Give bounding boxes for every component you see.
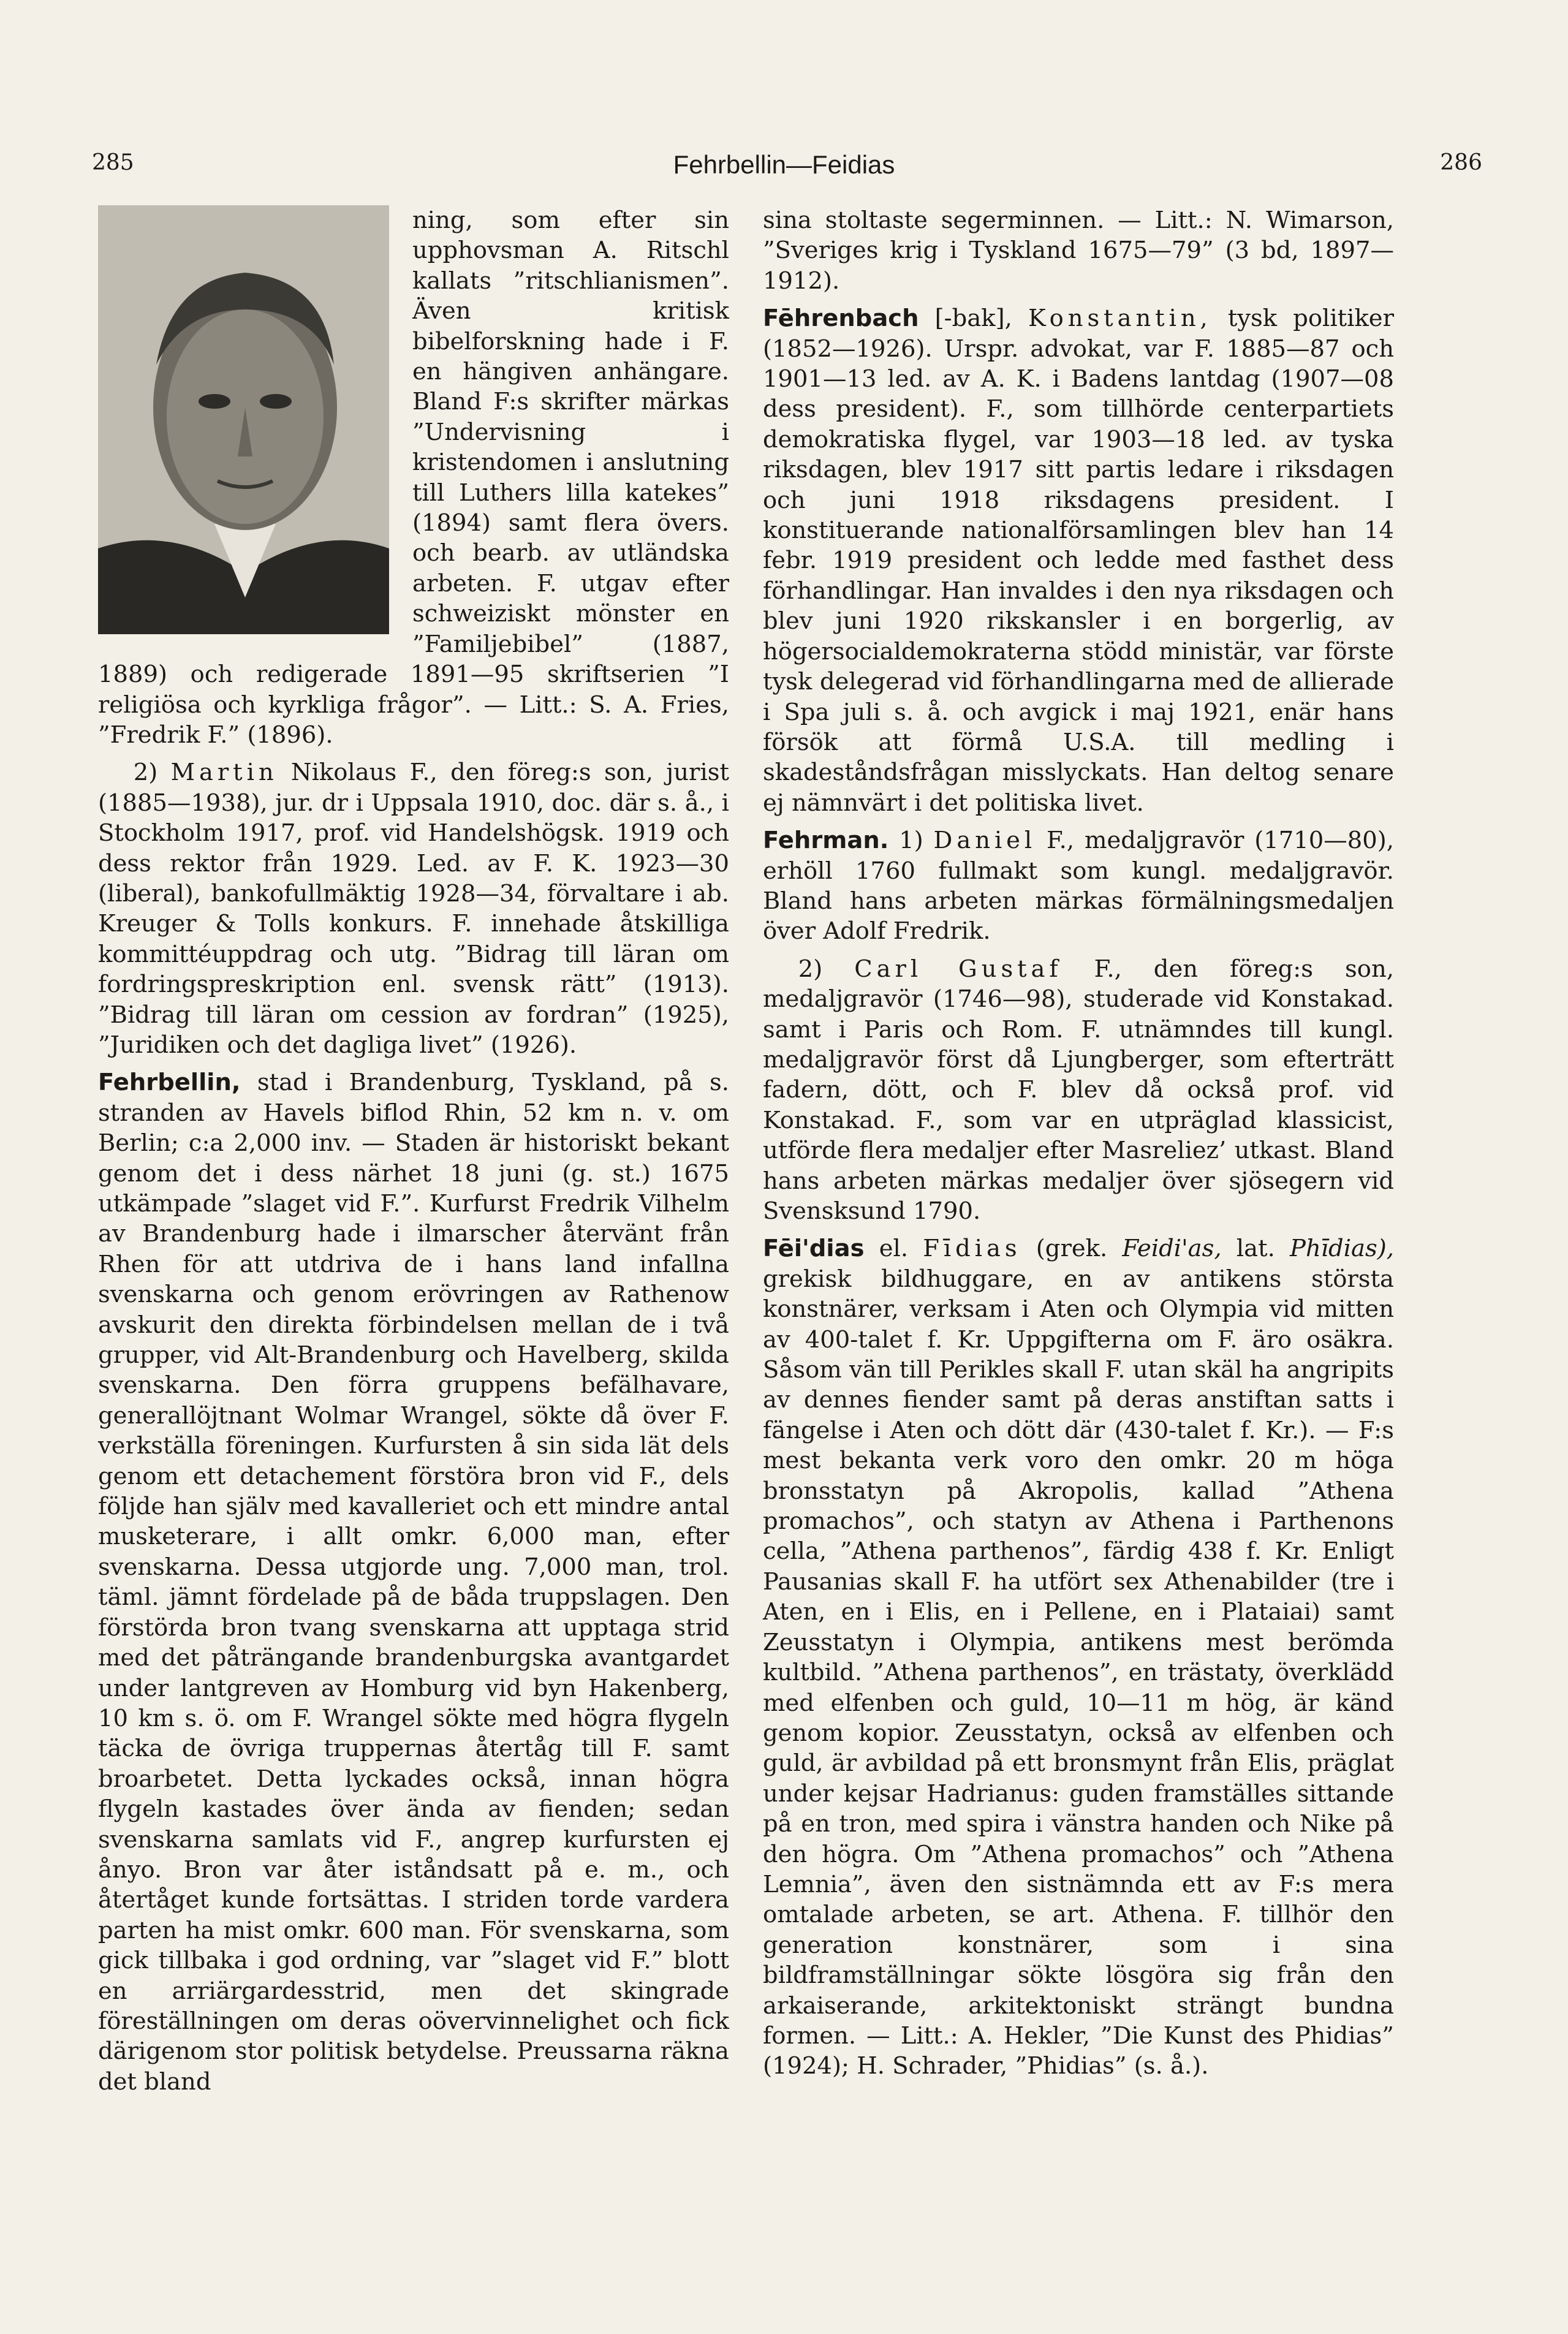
carl-text: F., den föreg:s son, medaljgravör (1746—98), studerade vid Konstakad. samt i Paris och Rom. F. utnämndes till kungl. medaljgravör först då Ljungberger, som efterträtt fadern, dött, och F. blev då också prof. vid Konstakad. F., som var en utpräglad klassicist, utförde flera medaljer efter Masreliez’ utkast. Bland hans arbeten märkas medaljer över sjösegern vid Svensksund 1790. <box>763 955 1394 1225</box>
feidias-el: el. <box>879 1235 909 1263</box>
fehrman-daniel-text: F., medaljgravör (1710—80), erhöll 1760 fullmakt som kungl. medaljgravör. Bland hans arbeten märkas förmälningsmedaljen över Adolf Fredrik. <box>763 827 1394 945</box>
feidias-lemma: Fēi'dias <box>763 1235 865 1263</box>
entry-fehrbellin <box>98 1067 729 2097</box>
page-number-left: 285 <box>92 150 134 175</box>
page-number-right: 286 <box>1440 150 1482 175</box>
carl-number: 2) <box>798 955 823 983</box>
feidias-text: grekisk bildhuggare, en av antikens största konstnärer, verksam i Aten och Olympia vid mitten av 400-talet f. Kr. Uppgifterna om F. äro osäkra. Såsom vän till Perikles skall F. utan skäl ha angripits av dennes fiender samt på deras anstiftan satts i fängelse i Aten och dött där (430-talet f. Kr.). — F:s mest bekanta verk voro den omkr. 20 m höga bronsstatyn på Akropolis, kallad ”Athena promachos”, och statyn av Athena i Parthenons cella, ”Athena parthenos”, färdig 438 f. Kr. Enligt Pausanias skall F. ha utfört sex Athenabilder (tre i Aten, en i Elis, en i Pellene, en i Plataiai) samt Zeusstatyn i Olympia, antikens mest berömda kultbild. ”Athena parthenos”, en trästaty, överklädd med elfenben och guld, 10—11 m hög, är känd genom kopior. Zeusstatyn, också av elfenben och guld, är avbildad på ett bronsmynt från Elis, präglat under kejsar Hadrianus: guden framställes sittande på en tron, med spira i vänstra handen och Nike på den högra. Om ”Athena promachos” och ”Athena Lemnia”, även den sistnämnda ett av F:s mera omtalade arbeten, se art. Athena. F. tillhör den generation konstnärer, som i sina bildframställningar sökte lösgöra sig från den arkaiserande, arkitektoniskt strängt bundna formen. — Litt.: A. Hekler, ”Die Kunst des Phidias” (1924); H. Schrader, ”Phidias” (s. å.). <box>763 1265 1394 2080</box>
fehrenbach-lemma: Fēhrenbach <box>763 305 919 333</box>
feidias-grek-name: Feidi'as, <box>1122 1235 1222 1263</box>
entry-fehrenbach <box>763 303 1394 818</box>
fehrenbach-pronunciation: [-bak], <box>934 305 1012 333</box>
right-column <box>763 205 1394 2089</box>
fehrenbach-text: tysk politiker (1852—1926). Urspr. advokat, var F. 1885—87 och 1901—13 led. av A. K. i Badens lantdag (1907—08 dess president). F., som tillhörde centerpartiets demokratiska flygel, var 1903—18 led. av tyska riksdagen, blev 1917 sitt partis ledare i riksdagen och juni 1918 riksdagens president. I konstituerande nationalförsamlingen blev han 14 febr. 1919 president och ledde med fasthet dess förhandlingar. Han invaldes i den nya riksdagen och blev juni 1920 rikskansler i en borgerlig, av högersocialdemokraterna stödd ministär, var förste tysk delegerad vid förhandlingarna med de allierade i Spa juli s. å. och avgick i maj 1921, enär hans försök att förmå U.S.A. till medling i skadeståndsfrågan misslyckats. Han deltog senare ej nämnvärt i det politiska livet. <box>763 305 1394 817</box>
feidias-grek: (grek. <box>1036 1235 1108 1263</box>
running-head: Fehrbellin—Feidias <box>673 150 895 179</box>
martin-name: Martin <box>170 759 278 787</box>
portrait-photo <box>98 205 389 634</box>
portrait-image <box>98 205 389 634</box>
feidias-lat: lat. <box>1236 1235 1275 1263</box>
ritschl-continuation: ning, som efter sin upphovsman A. Ritschl kallats ”ritschlianismen”. Även kritisk bibelforskning hade i F. en hängiven anhängare. Bland F:s skrifter märkas ”Undervisning i kristendomen i anslutning till Luthers lilla katekes” (1894) samt flera övers. och bearb. av utländska arbeten. F. utgav efter schweiziskt mönster en ”Familjebibel” (1887, 1889) och redigerade 1891—95 skriftserien ”I religiösa och kyrkliga frågor”. — Litt.: S. A. Fries, ”Fredrik F.” (1896). <box>98 206 729 749</box>
martin-number: 2) <box>133 759 158 787</box>
fehrman-number: 1) <box>899 827 923 855</box>
fehrbellin-continuation: sina stoltaste segerminnen. — Litt.: N. Wimarson, ”Sveriges krig i Tyskland 1675—79” (3 bd, 1897—1912). <box>763 206 1394 295</box>
left-column <box>98 205 729 2104</box>
entry-carl-gustaf-fehrman <box>763 954 1394 1227</box>
feidias-lat-name: Phīdias), <box>1290 1235 1394 1263</box>
feidias-alt-name: Fīdias <box>923 1235 1021 1263</box>
entry-fehrman <box>763 825 1394 947</box>
fehrman-lemma: Fehrman. <box>763 827 889 855</box>
carl-name: Carl Gustaf <box>854 955 1062 983</box>
fehrbellin-lemma: Fehrbellin, <box>98 1069 241 1097</box>
fehrman-daniel-name: Daniel <box>933 827 1037 855</box>
entry-martin-fehr <box>98 757 729 1060</box>
entry-feidias <box>763 1233 1394 2081</box>
martin-text: Nikolaus F., den föreg:s son, jurist (1885—1938), jur. dr i Uppsala 1910, doc. där s. å., i Stockholm 1917, prof. vid Handelshögsk. 1919 och dess rektor från 1929. Led. av F. K. 1923—30 (liberal), bankofullmäktig 1928—34, förvaltare i ab. Kreuger & Tolls konkurs. F. innehade åtskilliga kommittéuppdrag och utg. ”Bidrag till läran om fordringspreskription enl. svensk rätt” (1913). ”Bidrag till läran om cession av fordran” (1925), ”Juridiken och det dagliga livet” (1926). <box>98 759 729 1059</box>
fehrbellin-text: stad i Brandenburg, Tyskland, på s. stranden av Havels biflod Rhin, 52 km n. v. om Berlin; c:a 2,000 inv. — Staden är historiskt bekant genom det i dess närhet 18 juni (g. st.) 1675 utkämpade ”slaget vid F.”. Kurfurst Fredrik Vilhelm av Brandenburg hade i ilmarscher återvänt från Rhen för att utdriva de i hans land infallna svenskarna och genom erövringen av Rathenow avskurit den direkta förbindelsen mellan de i två grupper, vid Alt-Brandenburg och Havelberg, skilda svenskarna. Den förra gruppens befälhavare, generallöjtnant Wolmar Wrangel, sökte då över F. verkställa föreningen. Kurfursten å sin sida lät dels genom ett detachement förstöra bron vid F., dels följde han själv med kavalleriet och ett mindre antal musketerare, i allt omkr. 6,000 man, efter svenskarna. Dessa utgjorde ung. 7,000 man, trol. täml. jämnt fördelade på de båda truppslagen. Den förstörda bron tvang svenskarna att upptaga strid med det påträngande brandenburgska avantgardet under lantgreven av Homburg vid byn Hakenberg, 10 km s. ö. om F. Wrangel sökte med högra flygeln täcka de övriga truppernas återtåg till F. samt broarbetet. Detta lyckades också, innan högra flygeln kastades över ända av fienden; sedan svenskarna samlats vid F., angrep kurfursten ej ånyo. Bron var åter iståndsatt på e. m., och återtåget kunde fortsättas. I striden torde vardera parten ha mist omkr. 600 man. För svenskarna, som gick tillbaka i god ordning, var ”slaget vid F.” blott en arriärgardesstrid, men det skingrade föreställningen om deras oövervinnelighet och fick därigenom stor politisk betydelse. Preussarna räkna det bland <box>98 1069 729 2096</box>
fehrenbach-name: Konstantin, <box>1028 305 1212 333</box>
